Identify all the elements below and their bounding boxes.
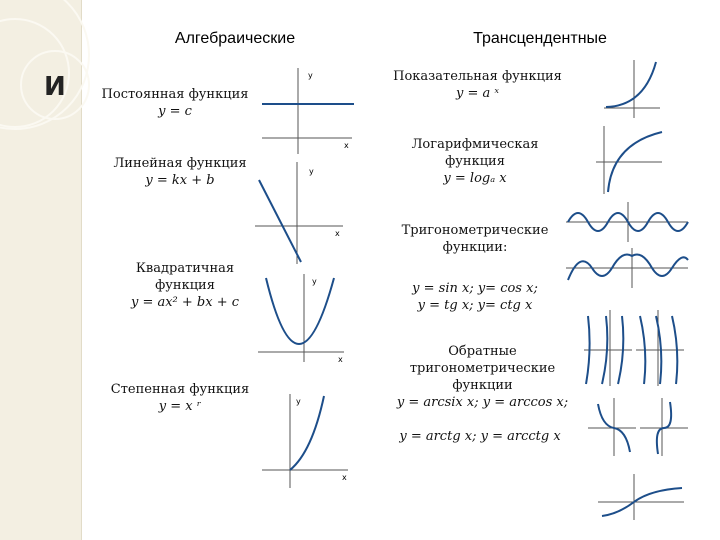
power-function-graph (262, 392, 352, 490)
arcsine-function-graph (588, 398, 638, 456)
sine-function-graph (566, 202, 690, 242)
constant-function-label (95, 86, 255, 120)
inverse-trig-function-formula2: y = arctg x; y = arcctg x (399, 429, 561, 444)
power-function-name: Степенная функция (110, 382, 250, 397)
axis-x-label: x (342, 473, 347, 482)
trig-function-name2: функции: (442, 240, 508, 255)
trig-function-label (395, 222, 555, 256)
quadratic-function-formula: y = ax² + bx + c (130, 295, 240, 310)
axis-y-label: y (296, 397, 301, 406)
quadratic-function-name1: Квадратичная (135, 261, 235, 276)
cosine-function-graph (566, 248, 690, 288)
quadratic-function-graph (258, 272, 348, 364)
axis-y-label: y (312, 277, 317, 286)
trig-function-formula1: y = sin x; y= cos x; (412, 281, 538, 296)
linear-function-label (105, 155, 255, 189)
inverse-trig-function-name3: функции (452, 378, 513, 393)
quadratic-function-name2: функция (155, 278, 215, 293)
trig-function-name1: Тригонометрические (401, 223, 549, 238)
linear-function-name: Линейная функция (113, 156, 247, 171)
decorative-sidebar (0, 0, 82, 540)
exponential-function-name: Показательная функция (393, 69, 562, 84)
inverse-trig-function-name2: тригонометрические (409, 361, 556, 376)
cotangent-function-graph (636, 310, 686, 386)
power-function-label (95, 381, 265, 415)
trig-function-formula2: y = tg x; y= ctg x (417, 298, 533, 313)
axis-y-label: y (308, 71, 313, 80)
heading-algebraic: Алгебраические (174, 30, 296, 47)
constant-function-name: Постоянная функция (101, 87, 249, 102)
arccosine-function-graph (640, 398, 690, 456)
trig-function-formulas (395, 280, 555, 314)
exponential-function-graph (604, 58, 664, 120)
inverse-trig-function-formula1: y = arcsix x; y = arccos x; (396, 395, 569, 410)
constant-function-formula: y = c (158, 104, 192, 119)
inverse-trig-function-name1: Обратные (448, 344, 517, 359)
constant-function-graph (262, 66, 357, 156)
exponential-function-label (390, 68, 565, 102)
axis-x-label: x (338, 355, 343, 364)
axis-y-label: y (309, 167, 314, 176)
exponential-function-formula: y = a ˣ (456, 86, 499, 101)
heading-transcendental: Трансцендентные (473, 30, 607, 47)
logarithmic-function-formula: y = logₐ x (443, 171, 507, 186)
linear-function-formula: y = kx + b (145, 173, 215, 188)
axis-x-label: x (344, 141, 349, 150)
logarithmic-function-name2: функция (445, 154, 505, 169)
power-function-formula: y = x ʳ (158, 399, 202, 414)
sidebar-letter: И (44, 72, 66, 102)
arctangent-function-graph (598, 474, 686, 520)
logarithmic-function-graph (596, 124, 666, 196)
inverse-trig-function-label (380, 343, 585, 411)
inverse-trig-function-formula2-label (380, 428, 580, 445)
axis-x-label: x (335, 229, 340, 238)
linear-function-graph (255, 160, 350, 266)
logarithmic-function-label (395, 136, 555, 187)
tangent-function-graph (584, 310, 634, 386)
quadratic-function-label (100, 260, 270, 311)
logarithmic-function-name1: Логарифмическая (411, 137, 539, 152)
